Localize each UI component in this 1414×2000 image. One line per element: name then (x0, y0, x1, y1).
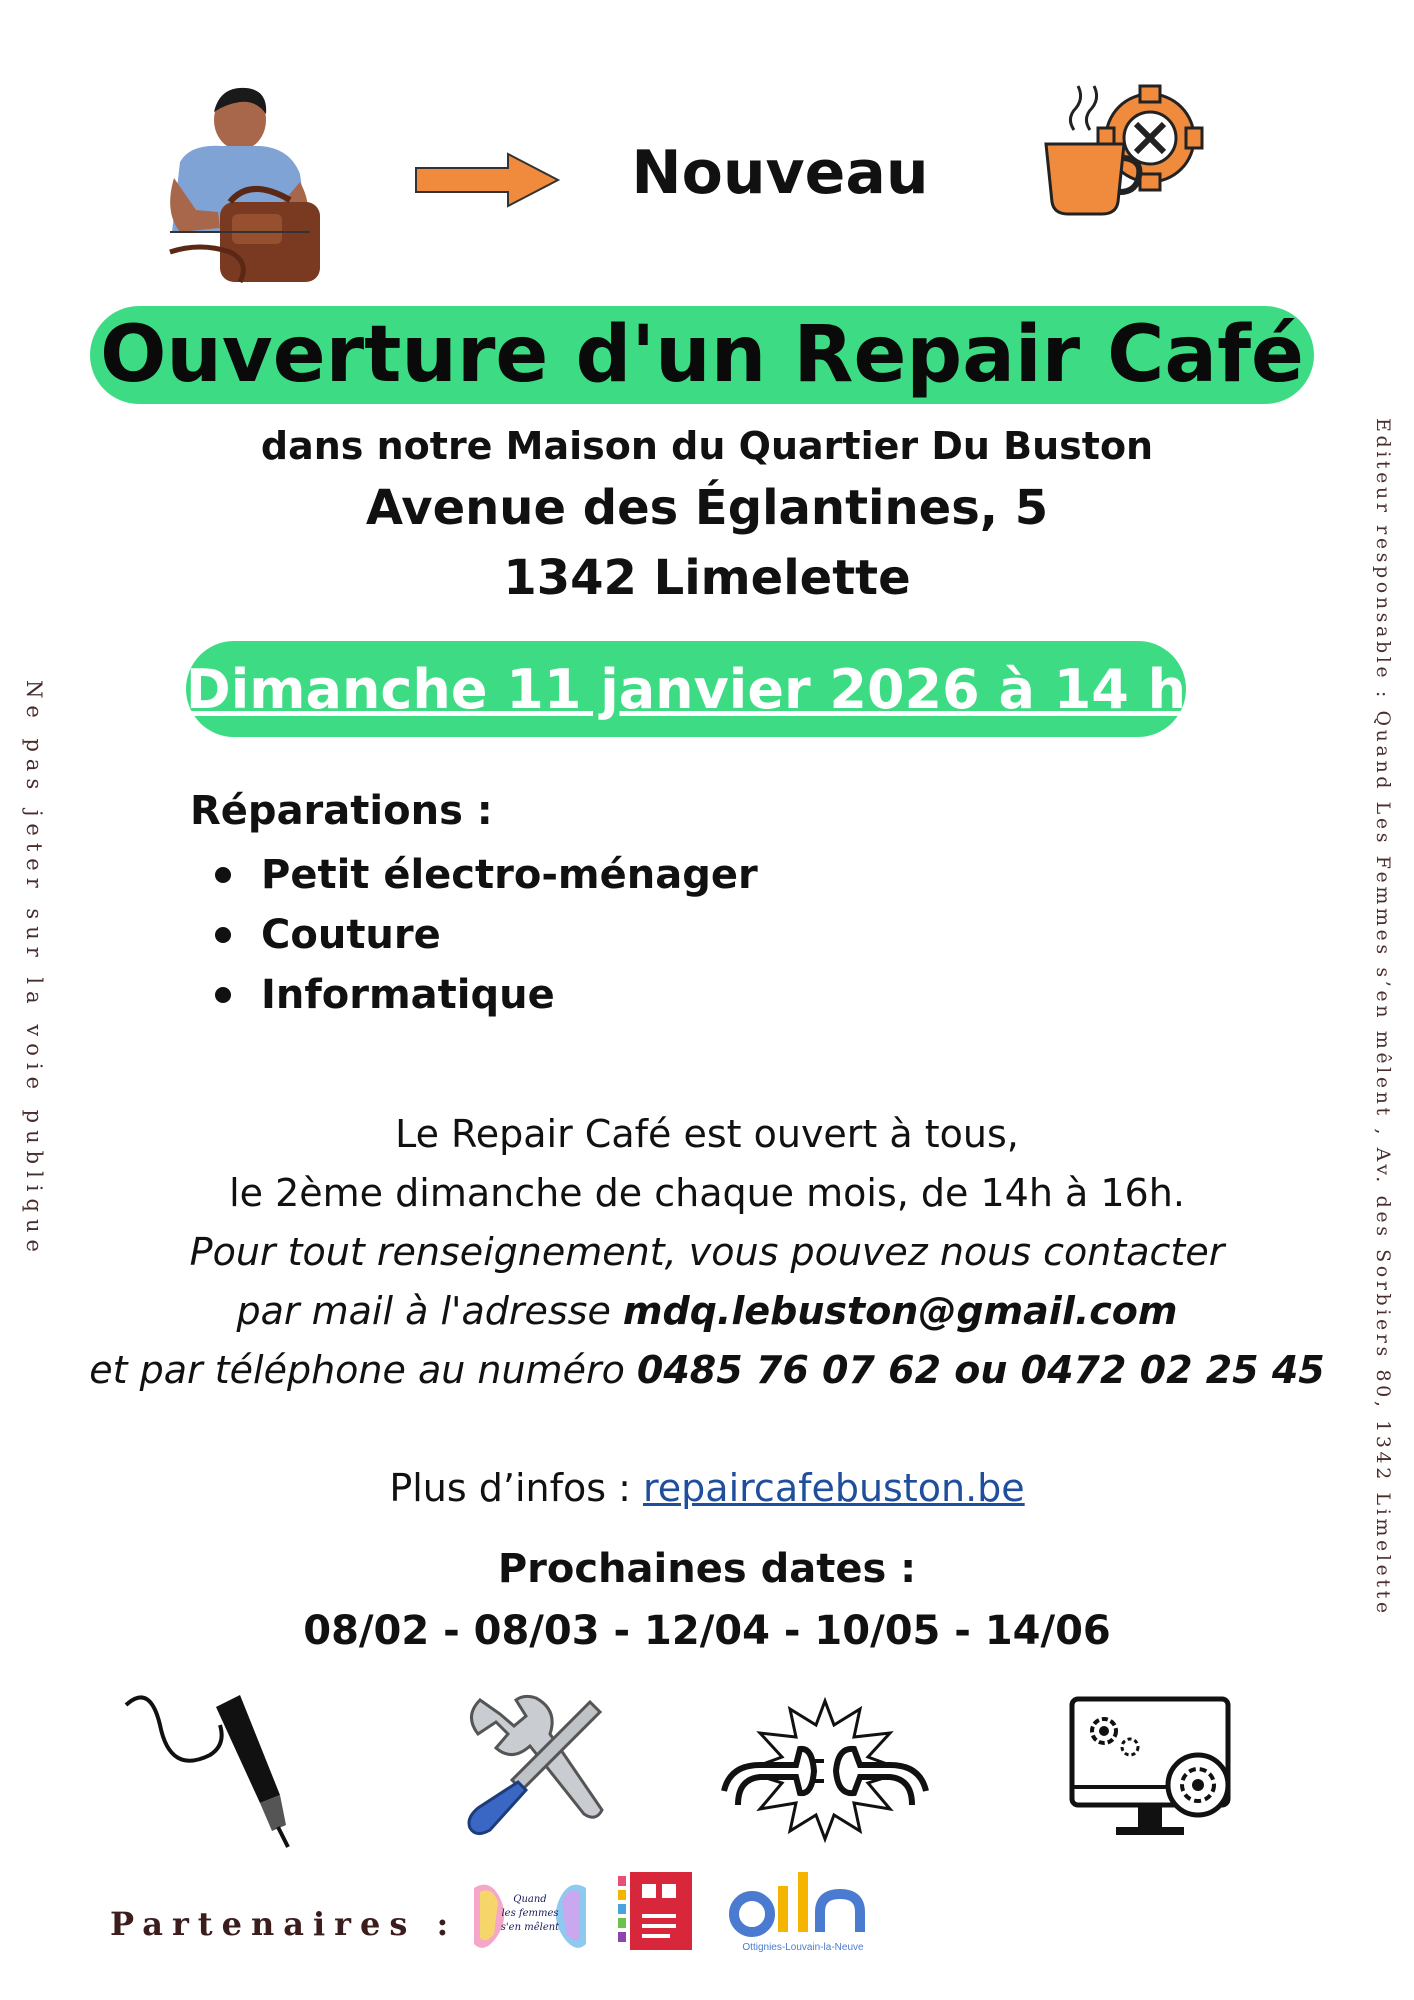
publisher-notice: Editeur responsable : Quand Les Femmes s’en mêlent , Av. des Sorbiers 80, 1342 Limelette (1372, 418, 1394, 1617)
coffee-cup-gear-icon (1040, 80, 1210, 220)
page-title: Ouverture d'un Repair Café (100, 310, 1304, 400)
more-info-line: Plus d’infos : repaircafebuston.be (389, 1466, 1025, 1510)
info-line-3: Pour tout renseignement, vous pouvez nous contacter (189, 1230, 1225, 1274)
info-line-5: et par téléphone au numéro 0485 76 07 62 ou 0472 02 25 45 (89, 1348, 1325, 1392)
contact-email[interactable]: mdq.lebuston@gmail.com (622, 1289, 1178, 1333)
computer-gears-icon (1068, 1695, 1238, 1845)
partner-logo-olln (728, 1866, 878, 1956)
arrow-right-icon (412, 150, 562, 210)
list-item: Couture (215, 905, 758, 965)
bullet-icon (215, 867, 231, 883)
location-street: Avenue des Églantines, 5 (365, 480, 1049, 536)
nouveau-label: Nouveau (631, 138, 929, 208)
website-link[interactable]: repaircafebuston.be (643, 1466, 1025, 1510)
event-date: Dimanche 11 janvier 2026 à 14 h (185, 657, 1187, 721)
next-dates-list: 08/02 - 08/03 - 12/04 - 10/05 - 14/06 (303, 1608, 1111, 1654)
location-subtitle: dans notre Maison du Quartier Du Buston (260, 424, 1154, 468)
logo1-line1: Quand (513, 1894, 547, 1905)
info-line-2: le 2ème dimanche de chaque mois, de 14h à 16h. (229, 1171, 1185, 1215)
repairs-list (215, 845, 758, 1025)
info-line-1: Le Repair Café est ouvert à tous, (395, 1112, 1019, 1156)
repairs-heading: Réparations : (190, 788, 493, 834)
partner-logo-women (470, 1878, 590, 1954)
partner-logo-ottignies-city (618, 1870, 694, 1952)
logo1-line3: s'en mêlent (500, 1922, 560, 1933)
person-sewing-bag-icon (160, 82, 340, 292)
date-banner (186, 641, 1186, 737)
bullet-icon (215, 987, 231, 1003)
info-line-4: par mail à l'adresse mdq.lebuston@gmail.com (236, 1289, 1178, 1333)
list-item: Informatique (215, 965, 758, 1025)
soldering-iron-icon (120, 1685, 295, 1850)
list-item: Petit électro-ménager (215, 845, 758, 905)
logo1-line2: les femmes (501, 1908, 559, 1919)
partners-label: Partenaires : (110, 1905, 458, 1943)
bullet-icon (215, 927, 231, 943)
contact-phones: 0485 76 07 62 ou 0472 02 25 45 (636, 1348, 1325, 1392)
title-banner (90, 306, 1314, 404)
logo3-text: Ottignies-Louvain-la-Neuve (742, 1942, 864, 1953)
plug-socket-icon (720, 1695, 930, 1845)
side-notice-left: Ne pas jeter sur la voie publique (22, 680, 46, 1259)
location-city: 1342 Limelette (503, 550, 911, 606)
next-dates-title: Prochaines dates : (497, 1546, 917, 1592)
wrench-screwdriver-icon (460, 1690, 610, 1840)
